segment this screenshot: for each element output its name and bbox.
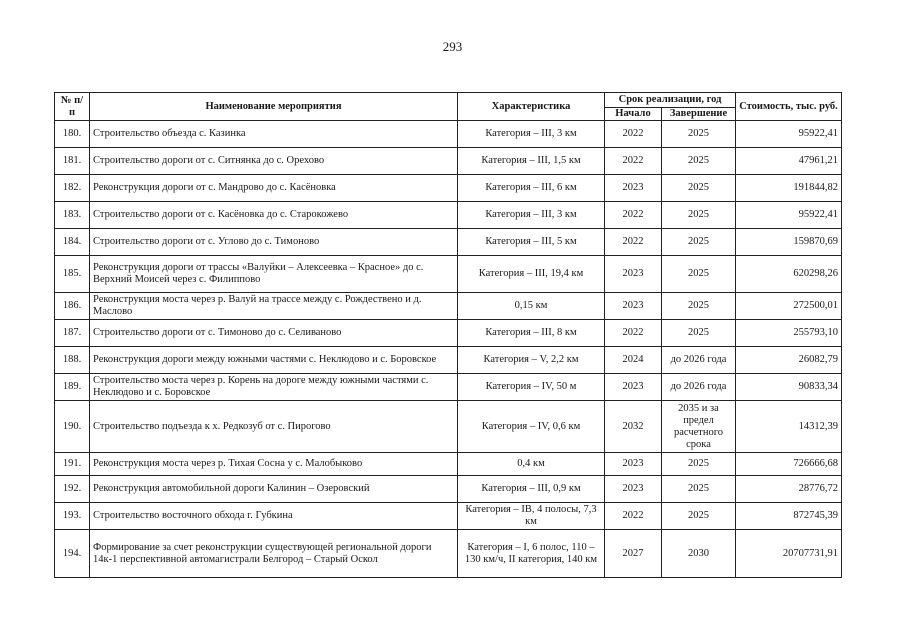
row-number: 182. <box>55 175 90 202</box>
end-year: 2025 <box>662 453 736 476</box>
table-row <box>55 503 842 530</box>
start-year: 2027 <box>605 530 662 578</box>
characteristic: Категория – V, 2,2 км <box>458 347 605 374</box>
header-num: № п/п <box>55 93 90 121</box>
end-year: 2025 <box>662 256 736 293</box>
end-year: 2025 <box>662 175 736 202</box>
start-year: 2022 <box>605 320 662 347</box>
cost-value: 47961,21 <box>736 148 842 175</box>
start-year: 2023 <box>605 293 662 320</box>
table-row <box>55 293 842 320</box>
start-year: 2024 <box>605 347 662 374</box>
row-number: 193. <box>55 503 90 530</box>
end-year: 2025 <box>662 293 736 320</box>
cost-value: 20707731,91 <box>736 530 842 578</box>
row-number: 180. <box>55 121 90 148</box>
table-row <box>55 229 842 256</box>
measures-table <box>54 92 842 578</box>
start-year: 2022 <box>605 229 662 256</box>
header-characteristic: Характеристика <box>458 93 605 121</box>
table-row <box>55 347 842 374</box>
table-row <box>55 175 842 202</box>
start-year: 2032 <box>605 401 662 453</box>
table-row <box>55 256 842 293</box>
measure-name: Реконструкция моста через р. Валуй на трассе между с. Рождествено и д. Маслово <box>90 293 458 320</box>
end-year: 2025 <box>662 148 736 175</box>
characteristic: Категория – III, 3 км <box>458 202 605 229</box>
row-number: 186. <box>55 293 90 320</box>
measure-name: Реконструкция моста через р. Тихая Сосна у с. Малобыково <box>90 453 458 476</box>
measure-name: Строительство подъезда к х. Редкозуб от с. Пирогово <box>90 401 458 453</box>
measure-name: Строительство моста через р. Корень на дороге между южными частями с. Неклюдово и с. Боровское <box>90 374 458 401</box>
header-start: Начало <box>605 108 662 121</box>
header-period: Срок реализации, год <box>605 93 736 108</box>
characteristic: Категория – I, 6 полос, 110 – 130 км/ч, II категория, 140 км <box>458 530 605 578</box>
table-row <box>55 121 842 148</box>
start-year: 2023 <box>605 256 662 293</box>
characteristic: Категория – III, 0,9 км <box>458 476 605 503</box>
table-row <box>55 374 842 401</box>
header-cost: Стоимость, тыс. руб. <box>736 93 842 121</box>
characteristic: Категория – III, 1,5 км <box>458 148 605 175</box>
end-year: 2025 <box>662 229 736 256</box>
table-row <box>55 401 842 453</box>
end-year: 2025 <box>662 476 736 503</box>
end-year: 2030 <box>662 530 736 578</box>
start-year: 2022 <box>605 148 662 175</box>
start-year: 2023 <box>605 374 662 401</box>
row-number: 188. <box>55 347 90 374</box>
cost-value: 95922,41 <box>736 202 842 229</box>
row-number: 194. <box>55 530 90 578</box>
cost-value: 95922,41 <box>736 121 842 148</box>
start-year: 2022 <box>605 503 662 530</box>
characteristic: Категория – IV, 0,6 км <box>458 401 605 453</box>
measure-name: Реконструкция дороги от трассы «Валуйки – Алексеевка – Красное» до с. Верхний Моисей через с. Филиппово <box>90 256 458 293</box>
start-year: 2023 <box>605 476 662 503</box>
measure-name: Реконструкция дороги между южными частями с. Неклюдово и с. Боровское <box>90 347 458 374</box>
measure-name: Строительство дороги от с. Касёновка до с. Старокожево <box>90 202 458 229</box>
cost-value: 191844,82 <box>736 175 842 202</box>
row-number: 189. <box>55 374 90 401</box>
end-year: 2025 <box>662 320 736 347</box>
measure-name: Строительство восточного обхода г. Губкина <box>90 503 458 530</box>
characteristic: 0,15 км <box>458 293 605 320</box>
end-year: 2025 <box>662 503 736 530</box>
cost-value: 872745,39 <box>736 503 842 530</box>
measure-name: Строительство дороги от с. Ситнянка до с. Орехово <box>90 148 458 175</box>
measure-name: Формирование за счет реконструкции существующей региональной дороги 14к-1 перспективной автомагистрали Белгород – Старый Оскол <box>90 530 458 578</box>
cost-value: 620298,26 <box>736 256 842 293</box>
start-year: 2023 <box>605 453 662 476</box>
measure-name: Строительство объезда с. Казинка <box>90 121 458 148</box>
cost-value: 255793,10 <box>736 320 842 347</box>
row-number: 181. <box>55 148 90 175</box>
row-number: 191. <box>55 453 90 476</box>
row-number: 187. <box>55 320 90 347</box>
end-year: до 2026 года <box>662 347 736 374</box>
cost-value: 90833,34 <box>736 374 842 401</box>
end-year: 2025 <box>662 202 736 229</box>
measure-name: Реконструкция автомобильной дороги Калинин – Озеровский <box>90 476 458 503</box>
characteristic: Категория – IV, 50 м <box>458 374 605 401</box>
table-row <box>55 320 842 347</box>
characteristic: Категория – IB, 4 полосы, 7,3 км <box>458 503 605 530</box>
cost-value: 159870,69 <box>736 229 842 256</box>
measure-name: Строительство дороги от с. Углово до с. Тимоново <box>90 229 458 256</box>
start-year: 2022 <box>605 121 662 148</box>
characteristic: Категория – III, 19,4 км <box>458 256 605 293</box>
end-year: до 2026 года <box>662 374 736 401</box>
table-row <box>55 148 842 175</box>
measure-name: Реконструкция дороги от с. Мандрово до с. Касёновка <box>90 175 458 202</box>
header-name: Наименование мероприятия <box>90 93 458 121</box>
start-year: 2022 <box>605 202 662 229</box>
table-body <box>55 121 842 578</box>
cost-value: 14312,39 <box>736 401 842 453</box>
row-number: 192. <box>55 476 90 503</box>
table-row <box>55 530 842 578</box>
characteristic: Категория – III, 3 км <box>458 121 605 148</box>
header-end: Завершение <box>662 108 736 121</box>
end-year: 2035 и за предел расчетного срока <box>662 401 736 453</box>
table-row <box>55 453 842 476</box>
end-year: 2025 <box>662 121 736 148</box>
row-number: 190. <box>55 401 90 453</box>
table-row <box>55 476 842 503</box>
cost-value: 26082,79 <box>736 347 842 374</box>
row-number: 184. <box>55 229 90 256</box>
cost-value: 726666,68 <box>736 453 842 476</box>
start-year: 2023 <box>605 175 662 202</box>
characteristic: 0,4 км <box>458 453 605 476</box>
table-row <box>55 202 842 229</box>
characteristic: Категория – III, 5 км <box>458 229 605 256</box>
measure-name: Строительство дороги от с. Тимоново до с. Селиваново <box>90 320 458 347</box>
row-number: 183. <box>55 202 90 229</box>
characteristic: Категория – III, 6 км <box>458 175 605 202</box>
page-number: 293 <box>442 39 463 54</box>
characteristic: Категория – III, 8 км <box>458 320 605 347</box>
row-number: 185. <box>55 256 90 293</box>
cost-value: 28776,72 <box>736 476 842 503</box>
cost-value: 272500,01 <box>736 293 842 320</box>
